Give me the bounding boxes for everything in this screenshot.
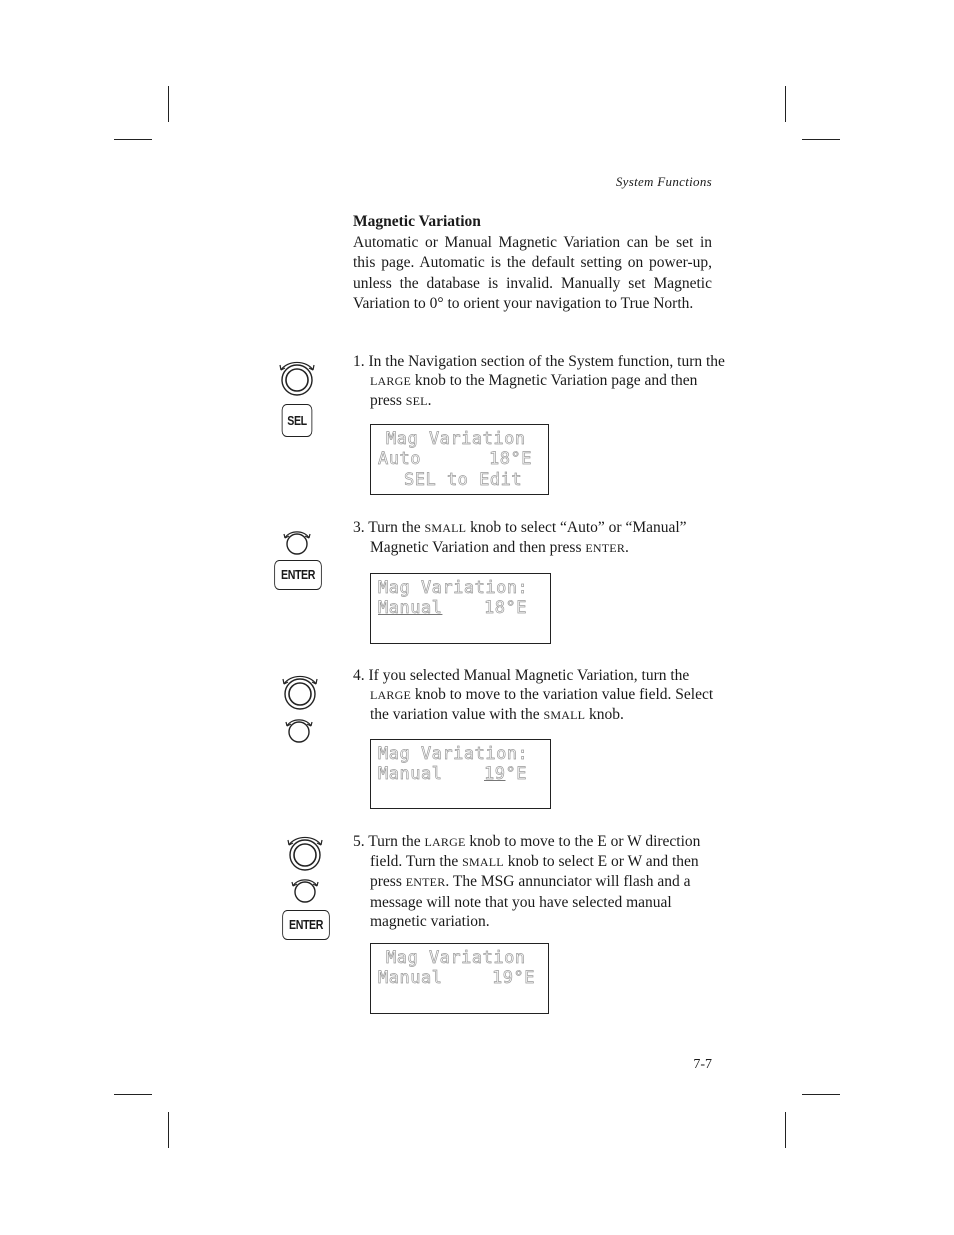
crop-mark — [802, 139, 840, 140]
enter-button: ENTER — [274, 560, 322, 590]
section-title: Magnetic Variation — [353, 213, 481, 230]
step-4: 4. If you selected Manual Magnetic Variation, turn the LARGE knob to move to the variation value field. Select the variation value with the SMALL knob. — [353, 667, 714, 724]
crop-mark — [785, 86, 786, 122]
lcd-display: Mag Variation: Manual 18°E — [370, 573, 551, 644]
large-knob-icon — [277, 672, 323, 714]
small-knob-icon — [282, 716, 316, 746]
crop-mark — [168, 1112, 169, 1148]
large-knob-icon — [274, 358, 320, 400]
large-knob-icon — [282, 833, 328, 875]
crop-mark — [168, 86, 169, 122]
small-knob-icon — [288, 876, 322, 906]
crop-mark — [114, 1094, 152, 1095]
sel-button: SEL — [282, 404, 313, 437]
lcd-display: Mag Variation: Manual 19°E — [370, 739, 551, 809]
small-knob-icon — [280, 528, 314, 558]
step-5: 5. Turn the LARGE knob to move to the E or W direction field. Turn the SMALL knob to select E or W and then press ENTER. The MSG annunciator will flash and a message will note that you have selected manual magnetic variation. — [353, 833, 701, 930]
crop-mark — [802, 1094, 840, 1095]
crop-mark — [785, 1112, 786, 1148]
page-number: 7-7 — [693, 1057, 712, 1072]
intro-paragraph: Automatic or Manual Magnetic Variation can be set in this page. Automatic is the default setting on power-up, unless the database is invalid. Manually set Magnetic Variation to 0° to orient your navigation to True North. — [353, 234, 712, 313]
running-header: System Functions — [615, 174, 712, 189]
enter-button: ENTER — [282, 910, 330, 940]
step-1: 1. In the Navigation section of the System function, turn the LARGE knob to the Magnetic Variation page and then press SEL. — [353, 353, 725, 410]
lcd-display: Mag Variation Auto 18°E SEL to Edit — [370, 424, 549, 495]
crop-mark — [114, 139, 152, 140]
step-3: 3. Turn the SMALL knob to select “Auto” or “Manual” Magnetic Variation and then press ENTER. — [353, 519, 687, 557]
lcd-display: Mag Variation Manual 19°E — [370, 943, 549, 1014]
